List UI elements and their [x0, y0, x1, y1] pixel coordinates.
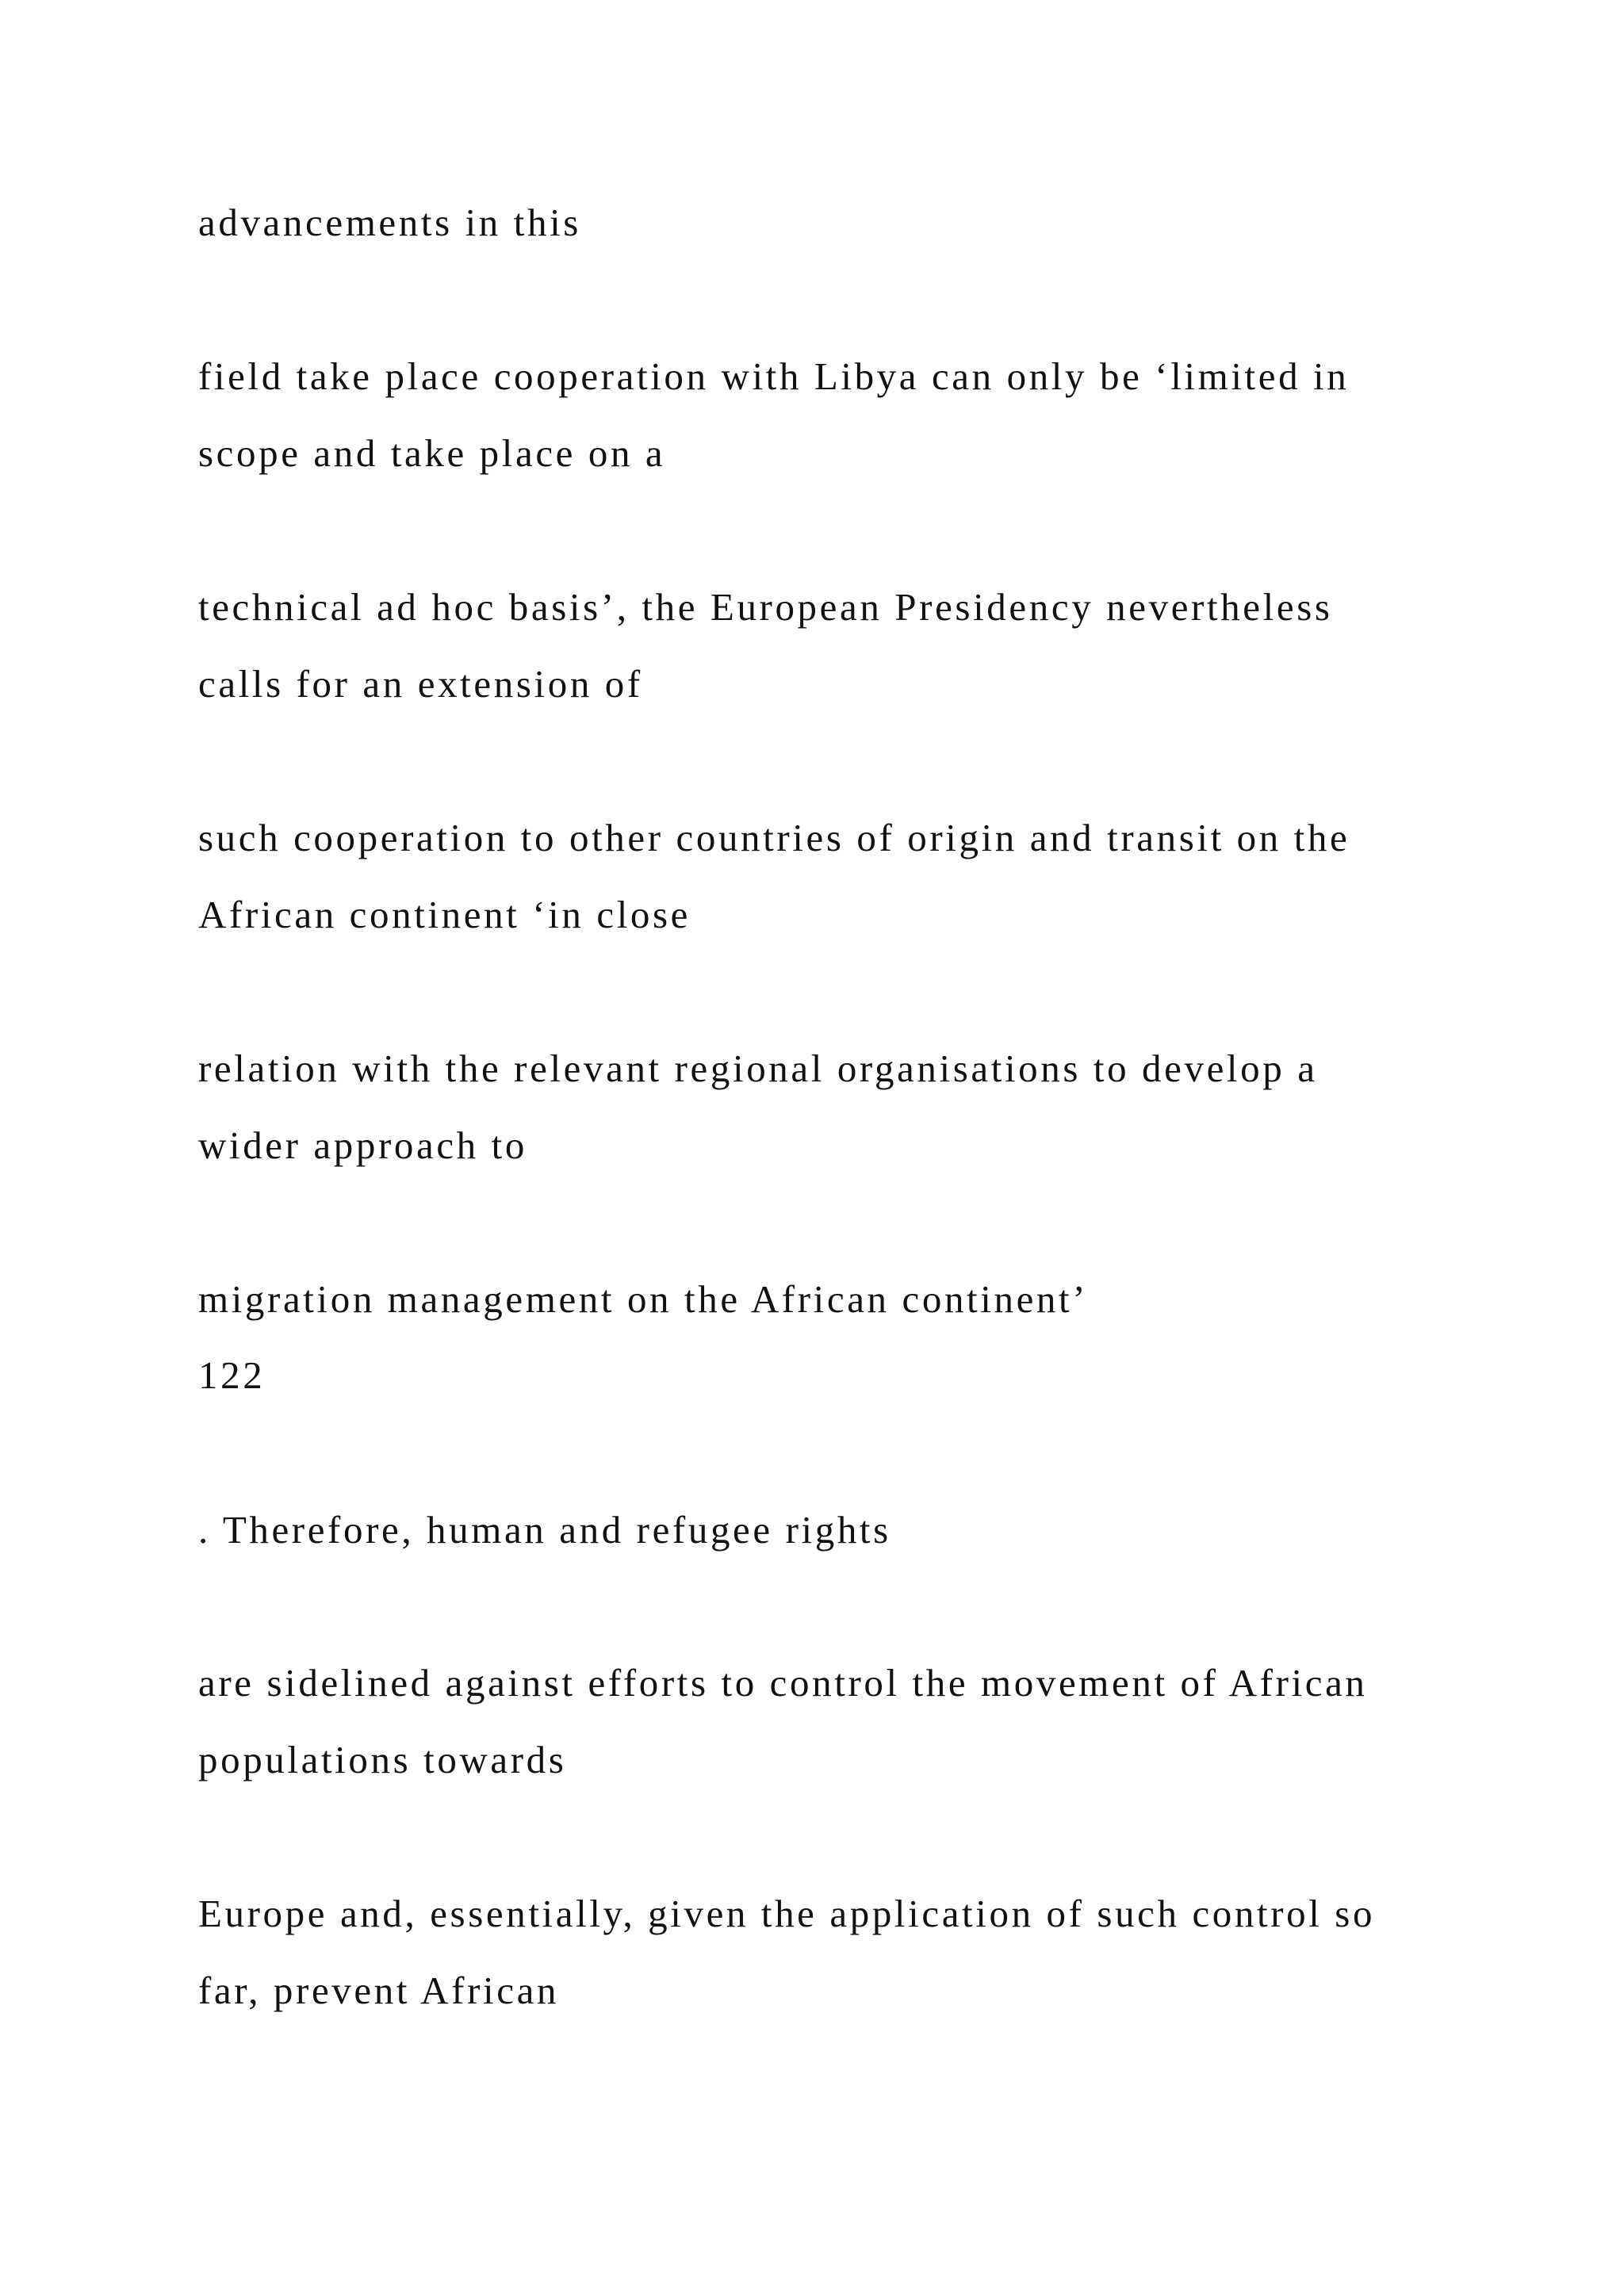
- text-line: African continent ‘in close: [198, 893, 691, 936]
- text-line: advancements in this: [198, 201, 581, 244]
- footnote-reference: 122: [198, 1353, 266, 1397]
- text-line: field take place cooperation with Libya can only be ‘limited in: [198, 354, 1350, 398]
- text-line: technical ad hoc basis’, the European Presidency nevertheless: [198, 585, 1333, 629]
- text-line: relation with the relevant regional organisations to develop a: [198, 1047, 1318, 1090]
- text-line: calls for an extension of: [198, 662, 643, 706]
- text-line: migration management on the African continent’: [198, 1277, 1089, 1321]
- text-line: wider approach to: [198, 1123, 527, 1167]
- text-line: far, prevent African: [198, 1969, 560, 2012]
- text-line: Europe and, essentially, given the application of such control so: [198, 1892, 1376, 1935]
- text-line: . Therefore, human and refugee rights: [198, 1508, 891, 1552]
- text-line: are sidelined against efforts to control the movement of African: [198, 1661, 1368, 1705]
- text-line: such cooperation to other countries of origin and transit on the: [198, 816, 1350, 859]
- text-line: scope and take place on a: [198, 431, 666, 475]
- text-line: populations towards: [198, 1738, 567, 1781]
